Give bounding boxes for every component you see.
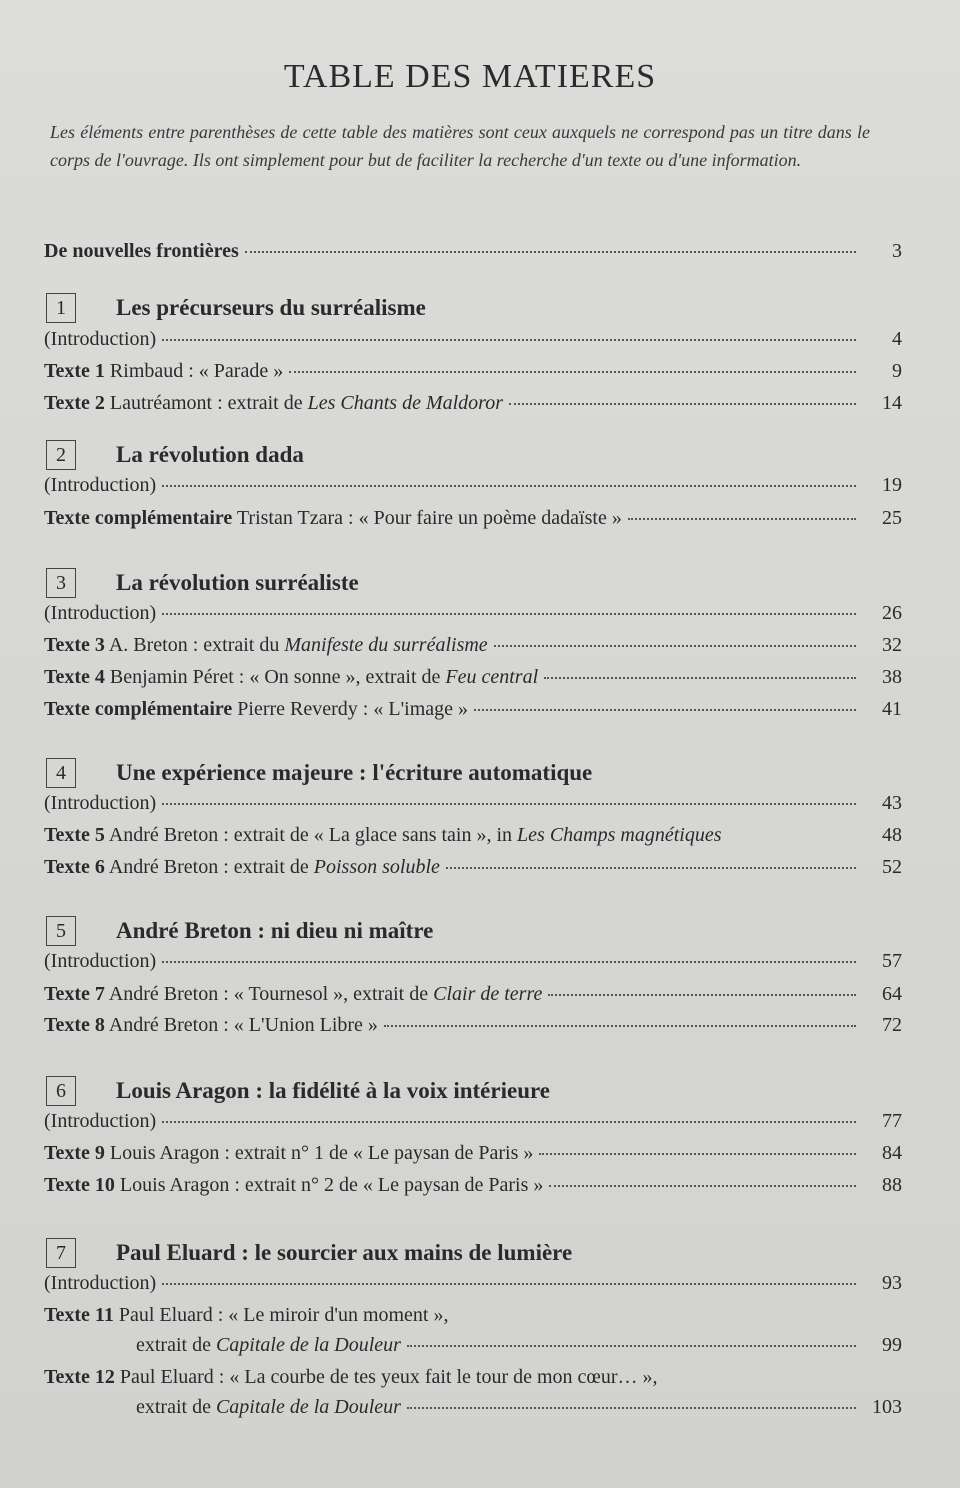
page-number: 32 xyxy=(882,634,902,656)
leader-dots xyxy=(494,645,856,647)
entry-label: André Breton : « Tournesol », extrait de xyxy=(108,983,434,1005)
page-number: 99 xyxy=(882,1334,902,1356)
entry-label: De nouvelles frontières xyxy=(44,240,239,262)
page-number: 103 xyxy=(872,1396,902,1418)
work-title: Capitale de la Douleur xyxy=(215,1396,401,1418)
chapter-heading[interactable] xyxy=(46,568,359,598)
entry-label: (Introduction) xyxy=(44,792,157,814)
page-number: 64 xyxy=(882,983,902,1005)
leader-dots xyxy=(162,485,856,487)
entry-label: Lautréamont : extrait de xyxy=(109,392,308,414)
work-title: Les Chants de Maldoror xyxy=(307,392,504,414)
toc-entry[interactable] xyxy=(44,602,902,625)
toc-entry[interactable] xyxy=(44,507,902,530)
toc-entry[interactable] xyxy=(44,1272,902,1295)
leader-dots xyxy=(446,867,856,869)
text-number: Texte 6 xyxy=(44,856,105,878)
entry-label: Pierre Reverdy : « L'image » xyxy=(237,698,469,720)
leader-dots xyxy=(162,803,856,805)
toc-entry[interactable] xyxy=(44,1014,902,1037)
text-number: Texte 11 xyxy=(44,1304,114,1326)
toc-entry[interactable] xyxy=(44,634,902,657)
chapter-number: 4 xyxy=(46,758,76,788)
toc-entry-continuation[interactable] xyxy=(136,1396,902,1419)
chapter-number: 6 xyxy=(46,1076,76,1106)
chapter-title: La révolution surréaliste xyxy=(116,570,359,595)
work-title: Clair de terre xyxy=(433,983,543,1005)
text-number: Texte 9 xyxy=(44,1142,105,1164)
page-title: TABLE DES MATIERES xyxy=(283,58,657,95)
chapter-number: 5 xyxy=(46,916,76,946)
chapter-title: André Breton : ni dieu ni maître xyxy=(116,918,434,943)
text-number: Texte 3 xyxy=(44,634,105,656)
toc-entry[interactable] xyxy=(44,1366,862,1389)
toc-entry[interactable] xyxy=(44,1110,902,1133)
leader-dots xyxy=(162,339,856,341)
page-number: 4 xyxy=(892,328,902,350)
toc-entry[interactable] xyxy=(44,328,902,351)
chapter-title: Louis Aragon : la fidélité à la voix intérieure xyxy=(116,1078,550,1103)
toc-entry[interactable] xyxy=(44,950,902,973)
leader-dots xyxy=(289,371,856,373)
entry-label: André Breton : extrait de xyxy=(108,856,314,878)
page-number: 77 xyxy=(882,1110,902,1132)
chapter-number: 2 xyxy=(46,440,76,470)
page-number: 93 xyxy=(882,1272,902,1294)
entry-label: (Introduction) xyxy=(44,328,157,350)
leader-dots xyxy=(548,994,856,996)
chapter-number: 3 xyxy=(46,568,76,598)
toc-entry[interactable] xyxy=(44,1174,902,1197)
entry-label: (Introduction) xyxy=(44,1110,157,1132)
leader-dots xyxy=(628,518,856,520)
leader-dots xyxy=(407,1345,856,1347)
text-number: Texte 8 xyxy=(44,1014,105,1036)
toc-entry[interactable] xyxy=(44,698,902,721)
text-number: Texte 4 xyxy=(44,666,105,688)
entry-label: Rimbaud : « Parade » xyxy=(109,360,284,382)
leader-dots xyxy=(407,1407,856,1409)
leader-dots xyxy=(245,251,856,253)
leader-dots xyxy=(162,1283,856,1285)
text-number: Texte 10 xyxy=(44,1174,115,1196)
toc-entry[interactable] xyxy=(44,1142,902,1165)
text-number: Texte complémentaire xyxy=(44,507,233,529)
chapter-heading[interactable] xyxy=(46,440,304,470)
work-title: Feu central xyxy=(445,666,539,688)
leader-dots xyxy=(539,1153,856,1155)
chapter-title: Paul Eluard : le sourcier aux mains de lumière xyxy=(116,1240,573,1265)
chapter-number: 7 xyxy=(46,1238,76,1268)
leader-dots xyxy=(509,403,856,405)
intro-note: Les éléments entre parenthèses de cette table des matières sont ceux auxquels ne correspond pas un titre dans le corps de l'ouvrage. Ils ont simplement pour but de faciliter la recherche d'un texte ou d'une information. xyxy=(50,122,870,170)
toc-entry[interactable] xyxy=(44,240,902,263)
page-number: 9 xyxy=(892,360,902,382)
entry-label: extrait de xyxy=(136,1334,216,1356)
page-number: 26 xyxy=(882,602,902,624)
leader-dots xyxy=(384,1025,856,1027)
toc-entry[interactable] xyxy=(44,666,902,689)
toc-entry[interactable] xyxy=(44,360,902,383)
page-number: 38 xyxy=(882,666,902,688)
work-title: Les Champs magnétiques xyxy=(517,824,722,846)
entry-label: André Breton : « L'Union Libre » xyxy=(108,1014,378,1036)
chapter-title: Une expérience majeure : l'écriture automatique xyxy=(116,760,593,785)
page-number: 84 xyxy=(882,1142,902,1164)
toc-entry[interactable] xyxy=(44,856,902,879)
page-number: 88 xyxy=(882,1174,902,1196)
chapter-heading[interactable] xyxy=(46,293,426,323)
page-number: 48 xyxy=(882,824,902,846)
entry-label: (Introduction) xyxy=(44,474,157,496)
toc-entry[interactable] xyxy=(44,792,902,815)
leader-dots xyxy=(162,613,856,615)
entry-label: Louis Aragon : extrait n° 2 de « Le paysan de Paris » xyxy=(119,1174,544,1196)
entry-label: A. Breton : extrait du xyxy=(108,634,285,656)
text-number: Texte 1 xyxy=(44,360,105,382)
leader-dots xyxy=(474,709,856,711)
chapter-heading[interactable] xyxy=(46,916,433,946)
page-number: 25 xyxy=(882,507,902,529)
entry-label: (Introduction) xyxy=(44,1272,157,1294)
page-number: 52 xyxy=(882,856,902,878)
entry-label: (Introduction) xyxy=(44,950,157,972)
text-number: Texte 5 xyxy=(44,824,105,846)
chapter-heading[interactable] xyxy=(46,1238,572,1268)
entry-label: Tristan Tzara : « Pour faire un poème dadaïste » xyxy=(236,507,622,529)
leader-dots xyxy=(162,1121,856,1123)
page-number: 3 xyxy=(892,240,902,262)
chapter-heading[interactable] xyxy=(46,758,592,788)
toc-entry-continuation[interactable] xyxy=(136,1334,902,1357)
work-title: Manifeste du surréalisme xyxy=(284,634,488,656)
entry-label: Benjamin Péret : « On sonne », extrait de xyxy=(109,666,446,688)
text-number: Texte 12 xyxy=(44,1366,115,1388)
page-number: 14 xyxy=(882,392,902,414)
toc-entry[interactable] xyxy=(44,1304,862,1327)
toc-entry[interactable] xyxy=(44,392,902,415)
leader-dots xyxy=(544,677,856,679)
leader-dots xyxy=(549,1185,856,1187)
page-number: 41 xyxy=(882,698,902,720)
page-number: 57 xyxy=(882,950,902,972)
entry-label: extrait de xyxy=(136,1396,216,1418)
toc-entry[interactable] xyxy=(44,474,902,497)
chapter-title: La révolution dada xyxy=(116,442,304,467)
entry-label: Louis Aragon : extrait n° 1 de « Le paysan de Paris » xyxy=(109,1142,534,1164)
entry-label: Paul Eluard : « La courbe de tes yeux fait le tour de mon cœur… », xyxy=(119,1366,658,1388)
text-number: Texte 2 xyxy=(44,392,105,414)
entry-label: (Introduction) xyxy=(44,602,157,624)
entry-label: André Breton : extrait de « La glace sans tain », in xyxy=(108,824,518,846)
work-title: Capitale de la Douleur xyxy=(215,1334,401,1356)
text-number: Texte 7 xyxy=(44,983,105,1005)
chapter-number: 1 xyxy=(46,293,76,323)
text-number: Texte complémentaire xyxy=(44,698,233,720)
leader-dots xyxy=(162,961,856,963)
toc-entry[interactable] xyxy=(44,824,902,847)
page-number: 43 xyxy=(882,792,902,814)
chapter-title: Les précurseurs du surréalisme xyxy=(116,295,426,320)
toc-entry[interactable] xyxy=(44,983,902,1006)
page-number: 19 xyxy=(882,474,902,496)
work-title: Poisson soluble xyxy=(313,856,440,878)
entry-label: Paul Eluard : « Le miroir d'un moment », xyxy=(118,1304,449,1326)
chapter-heading[interactable] xyxy=(46,1076,550,1106)
page-number: 72 xyxy=(882,1014,902,1036)
